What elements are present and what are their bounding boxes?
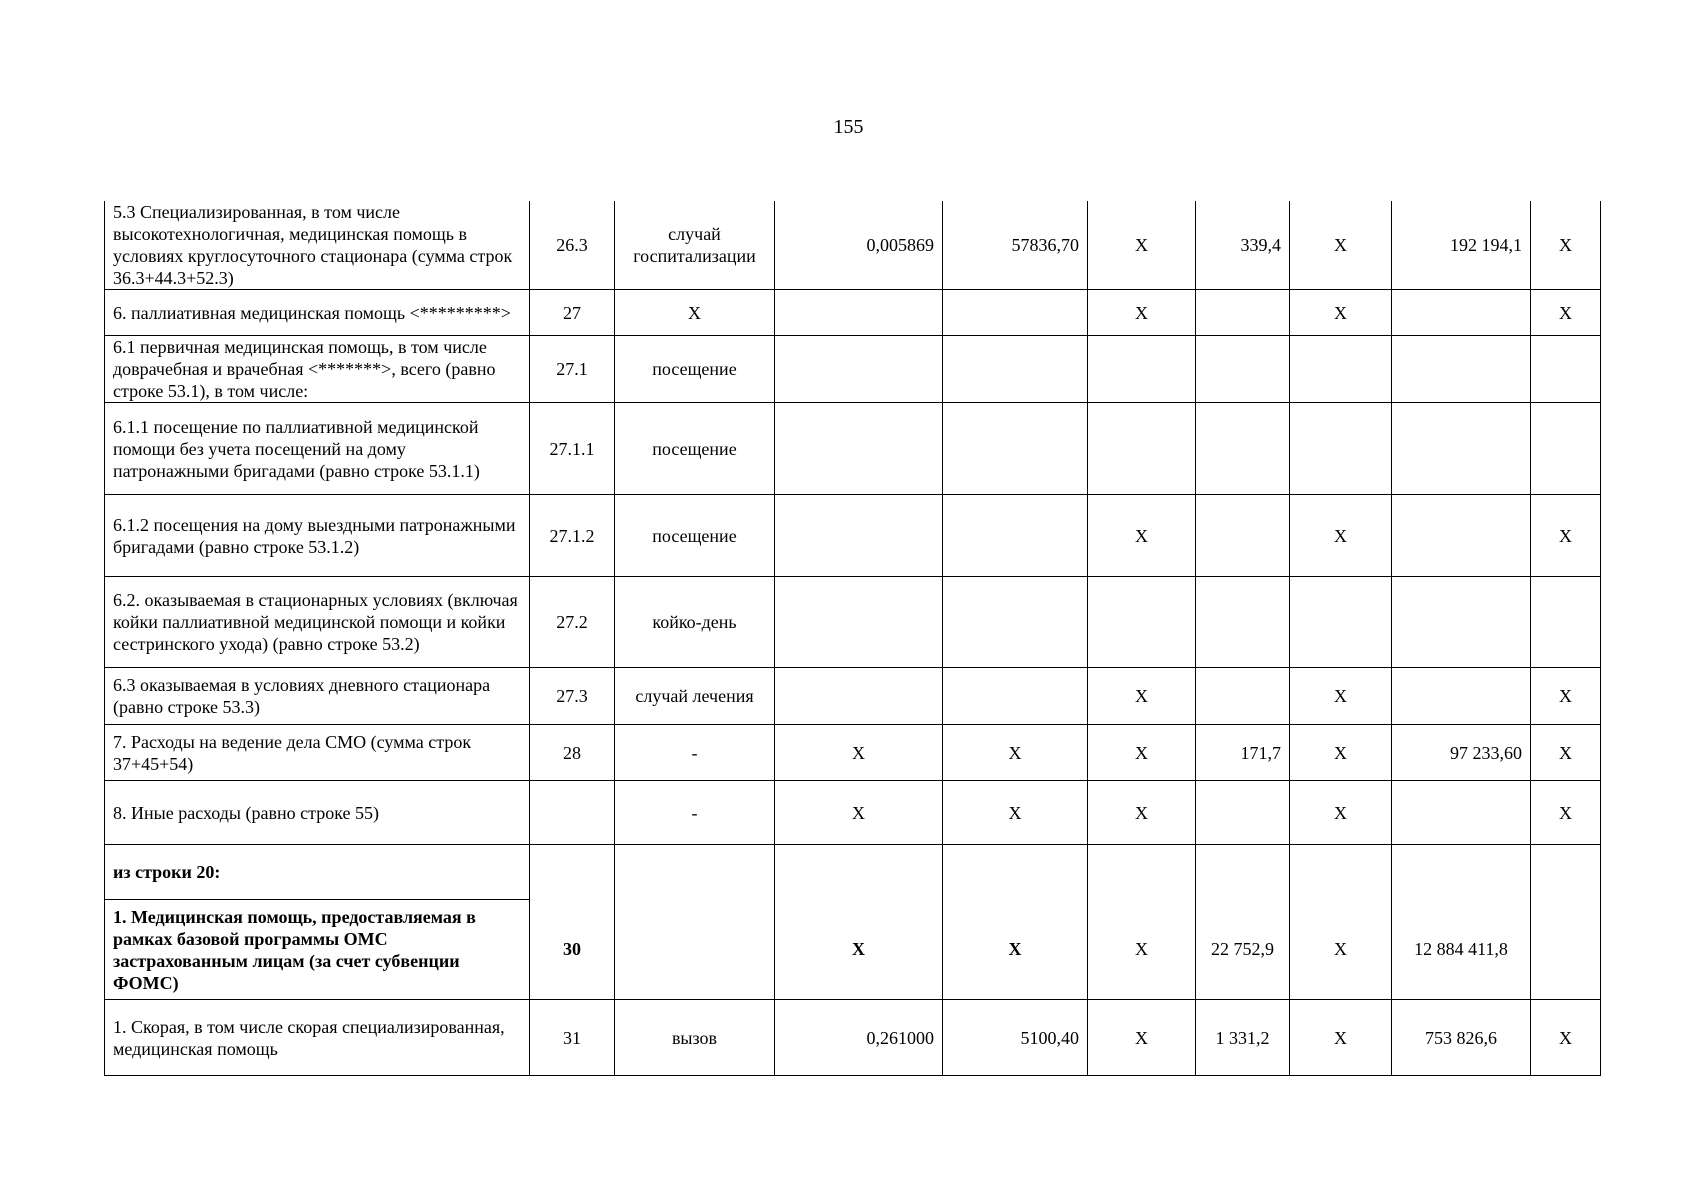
cell-value: X [1088,1000,1196,1076]
cell-value: 753 826,6 [1392,1000,1531,1076]
cell-value: X [1531,290,1601,336]
cell-value [775,577,943,668]
cell-value: 12 884 411,8 [1392,900,1531,1000]
row-number: 27.1.2 [530,495,615,577]
row-number: 28 [530,725,615,781]
section-heading: из строки 20: [105,845,530,900]
cell-value: X [1531,1000,1601,1076]
cell-value: X [775,781,943,845]
cell-value [1531,403,1601,495]
cell-empty [1531,845,1601,900]
row-number: 31 [530,1000,615,1076]
row-description: 6.1 первичная медицинская помощь, в том числе доврачебная и врачебная <*******>, всего (равно строке 53.1), в том числе: [105,336,530,403]
cell-value [943,577,1088,668]
cell-value: X [1088,725,1196,781]
section-total-row [105,900,1601,1000]
row-number: 26.3 [530,201,615,290]
cell-value: 192 194,1 [1392,201,1531,290]
cell-value: X [1290,290,1392,336]
cell-value: X [1088,201,1196,290]
cell-value [943,495,1088,577]
cell-value [1088,336,1196,403]
row-description: 1. Медицинская помощь, предоставляемая в рамках базовой программы ОМС застрахованным лицам (за счет субвенции ФОМС) [105,900,530,1000]
table-row [105,403,1601,495]
cell-value: 0,261000 [775,1000,943,1076]
cell-empty [1392,845,1531,900]
row-unit: X [615,290,775,336]
cell-value [943,290,1088,336]
cell-value [1196,403,1290,495]
row-description: 7. Расходы на ведение дела СМО (сумма строк 37+45+54) [105,725,530,781]
row-unit: случай госпитализации [615,201,775,290]
cell-value [1392,290,1531,336]
row-description: 6. паллиативная медицинская помощь <*********> [105,290,530,336]
cell-empty [530,845,615,900]
cell-empty [1088,845,1196,900]
cell-empty [775,845,943,900]
row-description: 6.2. оказываемая в стационарных условиях (включая койки паллиативной медицинской помощи и койки сестринского ухода) (равно строке 53.2) [105,577,530,668]
row-number: 27.3 [530,668,615,725]
cell-empty [943,845,1088,900]
table-row [105,577,1601,668]
cell-value: X [1088,668,1196,725]
cell-value [1392,336,1531,403]
cell-value [943,336,1088,403]
table-row [105,668,1601,725]
cell-value: X [1290,1000,1392,1076]
row-unit [615,900,775,1000]
section-heading-row [105,845,1601,900]
cell-value: X [1088,290,1196,336]
cell-value: X [1531,495,1601,577]
cell-value [1196,668,1290,725]
cell-value: X [1088,781,1196,845]
row-description: 6.1.1 посещение по паллиативной медицинской помощи без учета посещений на дому патронажными бригадами (равно строке 53.1.1) [105,403,530,495]
page-number: 155 [833,116,864,138]
cell-value: X [1290,725,1392,781]
cell-value [1196,336,1290,403]
cell-value: X [775,725,943,781]
row-number: 27 [530,290,615,336]
cell-value: 22 752,9 [1196,900,1290,1000]
row-description: 8. Иные расходы (равно строке 55) [105,781,530,845]
cell-value [1196,290,1290,336]
cell-value [775,336,943,403]
cell-value [1392,495,1531,577]
cell-value: X [943,725,1088,781]
cell-value [1290,336,1392,403]
cell-value: 5100,40 [943,1000,1088,1076]
cell-value: 1 331,2 [1196,1000,1290,1076]
cell-value: X [1531,201,1601,290]
table-row [105,1000,1601,1076]
row-description: 1. Скорая, в том числе скорая специализированная, медицинская помощь [105,1000,530,1076]
row-unit: вызов [615,1000,775,1076]
cell-value [1392,668,1531,725]
table-row [105,290,1601,336]
cell-value: X [1290,781,1392,845]
row-description: 5.3 Специализированная, в том числе высокотехнологичная, медицинская помощь в условиях круглосуточного стационара (сумма строк 36.3+44.3+52.3) [105,201,530,290]
cell-value [1196,577,1290,668]
cell-value [1196,495,1290,577]
cell-empty [615,845,775,900]
cell-value [775,403,943,495]
cell-value [1531,336,1601,403]
row-unit: посещение [615,495,775,577]
cell-value: 57836,70 [943,201,1088,290]
table-row [105,201,1601,290]
cell-value [1088,577,1196,668]
cell-value [1392,403,1531,495]
table-row [105,781,1601,845]
cell-value: X [943,900,1088,1000]
row-unit: - [615,781,775,845]
cell-empty [1290,845,1392,900]
row-number: 27.1 [530,336,615,403]
cell-value [1392,781,1531,845]
cell-value: X [775,900,943,1000]
cell-value: X [1531,781,1601,845]
cell-value: X [943,781,1088,845]
row-unit: посещение [615,336,775,403]
cell-value: X [1088,900,1196,1000]
cell-value [1290,403,1392,495]
cell-value [1088,403,1196,495]
cell-value [1531,577,1601,668]
cell-value [775,668,943,725]
cell-value [1196,781,1290,845]
row-unit: посещение [615,403,775,495]
cell-value: 339,4 [1196,201,1290,290]
table-row [105,725,1601,781]
cell-value [775,495,943,577]
cell-value [1290,577,1392,668]
row-unit: койко-день [615,577,775,668]
row-unit: случай лечения [615,668,775,725]
row-description: 6.1.2 посещения на дому выездными патронажными бригадами (равно строке 53.1.2) [105,495,530,577]
cell-value [1392,577,1531,668]
cell-value: X [1290,201,1392,290]
table-row [105,336,1601,403]
cell-value: X [1290,668,1392,725]
cell-value: X [1290,900,1392,1000]
cell-value: X [1531,725,1601,781]
cell-value: 171,7 [1196,725,1290,781]
cell-value [1531,900,1601,1000]
cell-value [775,290,943,336]
cell-value: 97 233,60 [1392,725,1531,781]
cell-value: 0,005869 [775,201,943,290]
cell-value: X [1531,668,1601,725]
row-unit: - [615,725,775,781]
row-description: 6.3 оказываемая в условиях дневного стационара (равно строке 53.3) [105,668,530,725]
cell-value [943,668,1088,725]
row-number [530,781,615,845]
cell-value: X [1088,495,1196,577]
row-number: 27.2 [530,577,615,668]
row-number: 30 [530,900,615,1000]
financing-table [104,201,1601,1076]
cell-value: X [1290,495,1392,577]
row-number: 27.1.1 [530,403,615,495]
table-row [105,495,1601,577]
cell-value [943,403,1088,495]
cell-empty [1196,845,1290,900]
